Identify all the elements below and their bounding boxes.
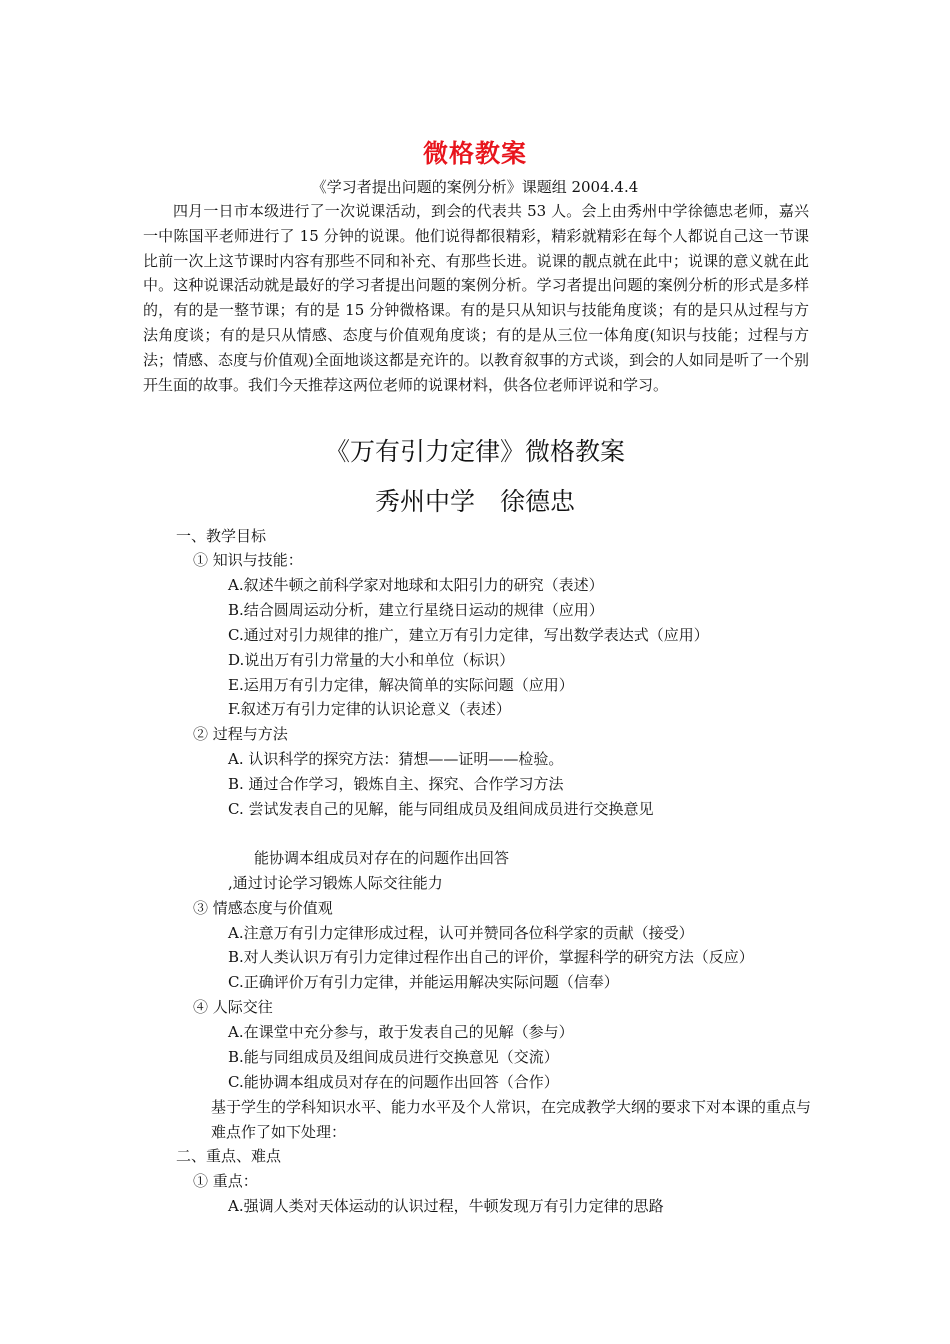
list-item: C.正确评价万有引力定律，并能运用解决实际问题（信奉） (228, 973, 619, 991)
list-item: 能协调本组成员对存在的问题作出回答 (254, 849, 510, 867)
list-item: A. 认识科学的探究方法：猜想——证明——检验。 (228, 750, 564, 768)
list-item: A.在课堂中充分参与，敢于发表自己的见解（参与） (228, 1023, 574, 1041)
document-subtitle: 《学习者提出问题的案例分析》课题组 2004.4.4 (311, 178, 639, 196)
document-title: 微格教案 (422, 139, 527, 168)
subsection-interpersonal: ④ 人际交往 (193, 998, 273, 1016)
list-item: D.说出万有引力常量的大小和单位（标识） (228, 651, 515, 669)
list-item: ,通过讨论学习锻炼人际交往能力 (228, 874, 443, 892)
list-item: B.对人类认识万有引力定律过程作出自己的评价，掌握科学的研究方法（反应） (228, 948, 754, 966)
subsection-process-methods: ② 过程与方法 (193, 725, 288, 743)
list-item: A.强调人类对天体运动的认识过程，牛顿发现万有引力定律的思路 (228, 1197, 664, 1215)
list-item: C.通过对引力规律的推广，建立万有引力定律，写出数学表达式（应用） (228, 626, 709, 644)
list-item: A.注意万有引力定律形成过程，认可并赞同各位科学家的贡献（接受） (228, 924, 694, 942)
intro-paragraph: 四月一日市本级进行了一次说课活动，到会的代表共 53 人。会上由秀州中学徐德忠老师，嘉兴一中陈国平老师进行了 15 分钟的说课。他们说得都很精彩，精彩就精彩在每个人都说自己这一节课比前一次上这节课时内容有那些不同和补充、有那些长进。说课的靓点就在此中；说课的意义就在此中。这种说课活动就是最好的学习者提出问题的案例分析。学习者提出问题的案例分析的形式是多样的，有的是一整节课；有的是 15 分钟微格课。有的是只从知识与技能角度谈；有的是只从过程与方法角度谈；有的是只从情感、态度与价值观角度谈；有的是从三位一体角度(知识与技能；过程与方法；情感、态度与价值观)全面地谈这都是充许的。以教育叙事的方式谈，到会的人如同是听了一个别开生面的故事。我们今天推荐这两位老师的说课材料，供各位老师评说和学习。 (143, 202, 809, 394)
lesson-title: 《万有引力定律》微格教案 (324, 437, 625, 466)
list-item: A.叙述牛顿之前科学家对地球和太阳引力的研究（表述） (228, 576, 604, 594)
list-item: B. 通过合作学习，锻炼自主、探究、合作学习方法 (228, 775, 564, 793)
subsection-knowledge-skills: ① 知识与技能： (193, 551, 303, 569)
section-key-difficult-points: 二、重点、难点 (176, 1147, 282, 1165)
list-item: E.运用万有引力定律，解决简单的实际问题（应用） (228, 676, 574, 694)
subsection-emotion-values: ③ 情感态度与价值观 (193, 899, 333, 917)
list-item: F.叙述万有引力定律的认识论意义（表述） (228, 700, 511, 718)
subsection-key-points: ① 重点： (193, 1172, 258, 1190)
list-item: C.能协调本组成员对存在的问题作出回答（合作） (228, 1073, 559, 1091)
list-item: B.能与同组成员及组间成员进行交换意见（交流） (228, 1048, 559, 1066)
list-item: C. 尝试发表自己的见解，能与同组成员及组间成员进行交换意见 (228, 800, 654, 818)
list-item: B.结合圆周运动分析，建立行星绕日运动的规律（应用） (228, 601, 604, 619)
basis-paragraph: 基于学生的学科知识水平、能力水平及个人常识，在完成教学大纲的要求下对本课的重点与难点作了如下处理： (211, 1098, 812, 1141)
author-line: 秀州中学 徐德忠 (374, 487, 575, 516)
section-teaching-objectives: 一、教学目标 (176, 527, 267, 545)
